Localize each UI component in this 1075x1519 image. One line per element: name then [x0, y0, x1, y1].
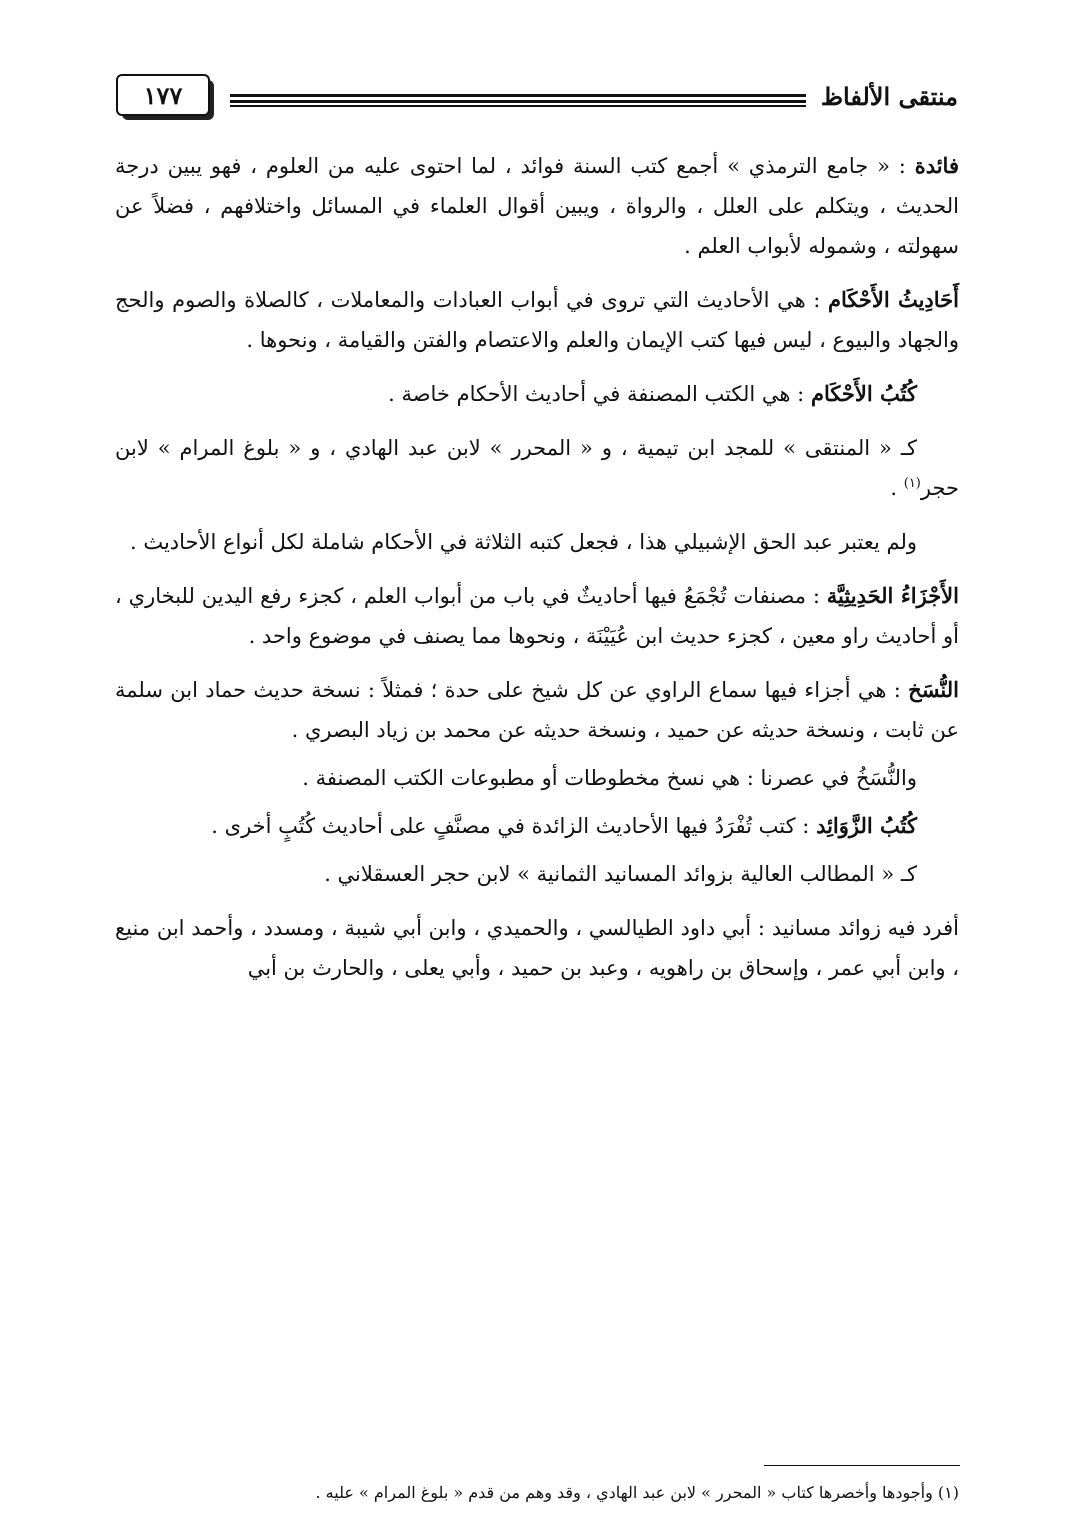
paragraph-text: : كتب تُفْرَدُ فيها الأحاديث الزائدة في مصنَّفٍ على أحاديث كُتُبٍ أخرى .: [211, 814, 817, 838]
body-text: [115, 146, 959, 1002]
running-title: منتقى الألفاظ: [820, 82, 958, 111]
paragraph-text: : هي الكتب المصنفة في أحاديث الأحكام خاصة .: [388, 382, 811, 406]
paragraph-text: : هي أجزاء فيها سماع الراوي عن كل شيخ على حدة ؛ فمثلاً : نسخة حديث حماد ابن سلمة عن ثابت ، ونسخة حديثه عن حميد ، ونسخة حديثه عن محمد بن زياد البصري .: [115, 678, 959, 742]
paragraph-text: والنُّسَخُ في عصرنا : هي نسخ مخطوطات أو مطبوعات الكتب المصنفة .: [302, 766, 917, 790]
page-number: ١٧٧: [116, 74, 210, 116]
paragraph-al-ajza: [115, 576, 959, 656]
paragraph-text: أفرد فيه زوائد مسانيد : أبي داود الطيالسي ، والحميدي ، وابن أبي شيبة ، ومسدد ، وأحمد ابن منيع ، وابن أبي عمر ، وإسحاق بن راهويه ، وعبد بن حميد ، وأبي يعلى ، والحارث بن أبي: [115, 916, 959, 980]
paragraph-ishbili: [115, 522, 959, 562]
footnote-reference[interactable]: (١): [903, 476, 921, 491]
paragraph-text: : « جامع الترمذي » أجمع كتب السنة فوائد ، لما احتوى عليه من العلوم ، فهو يبين درجة الحديث ، ويتكلم على العلل ، والرواة ، ويبين أقوال العلماء في المسائل واختلافهم ، فضلاً عن سهولته ، وشموله لأبواب العلم .: [115, 154, 959, 258]
paragraph-ahadith-al-ahkam: [115, 280, 959, 360]
paragraph-examples-ahkam: [115, 428, 959, 508]
page-header: [112, 72, 958, 136]
footnote-1: (١) وأجودها وأخصرها كتاب « المحرر » لابن عبد الهادي ، وقد وهم من قدم « بلوغ المرام » عليه .: [315, 1483, 959, 1502]
paragraph-text: : هي الأحاديث التي تروى في أبواب العبادات والمعاملات ، كالصلاة والصوم والحج والجهاد والبيوع ، ليس فيها كتب الإيمان والعلم والاعتصام والفتن والقيامة ، ونحوها .: [115, 288, 959, 352]
paragraph-faida: [115, 146, 959, 266]
paragraph-tail: .: [890, 476, 904, 500]
paragraph-zawaid-list: [115, 908, 959, 988]
paragraph-text: : مصنفات تُجْمَعُ فيها أحاديثٌ في باب من أبواب العلم ، كجزء رفع اليدين للبخاري ، أو أحاديث راو معين ، كجزء حديث ابن عُيَيْنَة ، ونحوها مما يصنف في موضوع واحد .: [115, 584, 959, 648]
term: فائدة: [914, 153, 959, 178]
paragraph-text: كـ « المنتقى » للمجد ابن تيمية ، و « المحرر » لابن عبد الهادي ، و « بلوغ المرام » لابن حجر: [115, 436, 959, 500]
paragraph-al-matalib: [115, 854, 959, 894]
footnote-separator: [764, 1465, 960, 1466]
paragraph-kutub-al-zawaid: [115, 806, 959, 846]
paragraph-text: كـ « المطالب العالية بزوائد المسانيد الثمانية » لابن حجر العسقلاني .: [324, 862, 917, 886]
term: الأَجْزَاءُ الحَدِيثِيَّة: [826, 583, 959, 608]
paragraph-nusakh-today: [115, 758, 959, 798]
paragraph-kutub-al-ahkam: [115, 374, 959, 414]
paragraph-al-nusakh: [115, 670, 959, 750]
term: كُتُبُ الزَّوَائِد: [816, 813, 917, 838]
page-number-badge: [116, 74, 216, 120]
term: النُّسَخ: [908, 677, 959, 702]
paragraph-text: ولم يعتبر عبد الحق الإشبيلي هذا ، فجعل كتبه الثلاثة في الأحكام شاملة لكل أنواع الأحاديث .: [129, 530, 917, 554]
term: كُتُبُ الأَحْكَام: [810, 381, 917, 406]
header-rule: [230, 94, 806, 108]
term: أَحَادِيثُ الأَحْكَام: [827, 287, 959, 312]
